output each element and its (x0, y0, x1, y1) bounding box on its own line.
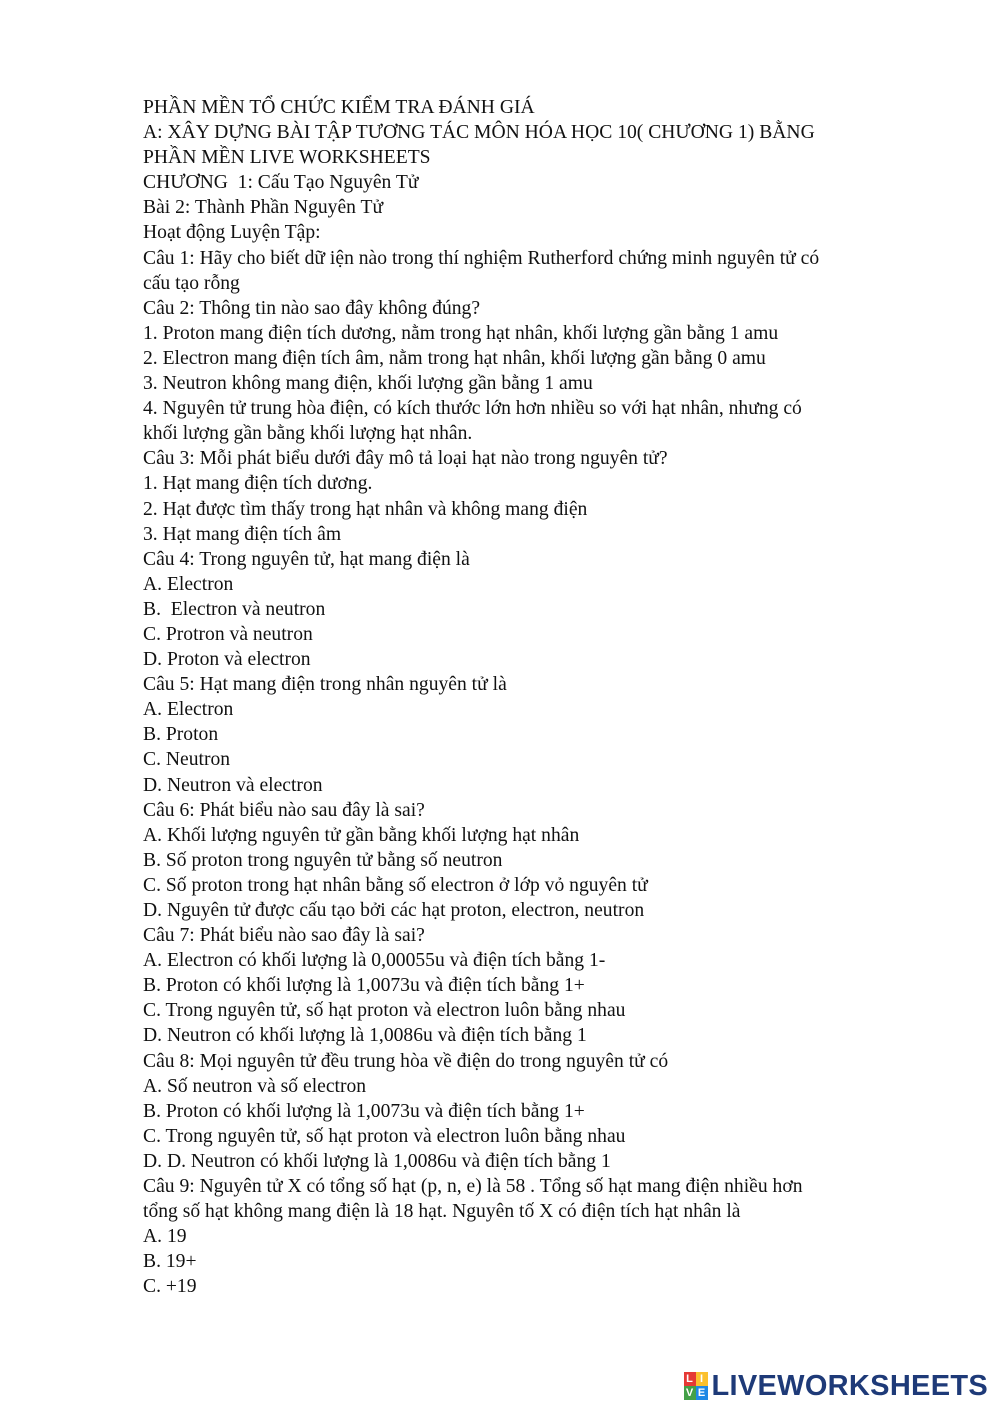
text-line: Câu 5: Hạt mang điện trong nhân nguyên tử là (143, 674, 507, 696)
text-line: D. D. Neutron có khối lượng là 1,0086u và điện tích bằng 1 (143, 1150, 611, 1172)
logo-mark-cell: E (696, 1386, 708, 1400)
text-line: C. Protron và neutron (143, 623, 313, 645)
text-line: 1. Hạt mang điện tích dương. (143, 473, 373, 495)
text-line: D. Nguyên tử được cấu tạo bởi các hạt proton, electron, neutron (143, 900, 645, 921)
text-line: A. 19 (143, 1226, 187, 1248)
text-line: Bài 2: Thành Phần Nguyên Tử (143, 197, 384, 219)
text-line: Hoạt động Luyện Tập: (143, 222, 321, 244)
logo-mark-cell: V (684, 1386, 696, 1400)
text-line: khối lượng gần bằng khối lượng hạt nhân. (143, 423, 473, 445)
text-line: Câu 7: Phát biểu nào sao đây là sai? (143, 925, 425, 947)
text-line: B. Số proton trong nguyên tử bằng số neutron (143, 849, 503, 871)
text-line: C. Số proton trong hạt nhân bằng số electron ở lớp vỏ nguyên tử (143, 874, 648, 896)
text-line: B. Electron và neutron (143, 598, 326, 620)
text-line: Câu 3: Mỗi phát biểu dưới đây mô tả loại hạt nào trong nguyên tử? (143, 448, 668, 470)
text-line: 3. Hạt mang điện tích âm (143, 523, 342, 545)
text-line: cấu tạo rỗng (143, 272, 240, 294)
text-line: Câu 1: Hãy cho biết dữ iện nào trong thí nghiệm Rutherford chứng minh nguyên tử có (143, 247, 820, 269)
logo-mark-cell: L (684, 1372, 696, 1386)
text-line: 4. Nguyên tử trung hòa điện, có kích thước lớn hơn nhiều so với hạt nhân, nhưng có (143, 398, 802, 420)
text-line: Câu 6: Phát biểu nào sau đây là sai? (143, 799, 425, 821)
text-line: C. Neutron (143, 749, 231, 771)
text-line: C. Trong nguyên tử, số hạt proton và electron luôn bằng nhau (143, 1000, 626, 1022)
text-line: 2. Electron mang điện tích âm, nằm trong hạt nhân, khối lượng gần bằng 0 amu (143, 347, 766, 369)
worksheet-text (143, 95, 913, 1300)
text-line: B. Proton (143, 724, 219, 746)
text-line: 1. Proton mang điện tích dương, nằm trong hạt nhân, khối lượng gần bằng 1 amu (143, 322, 779, 344)
text-line: PHẦN MỀN TỔ CHỨC KIỂM TRA ĐÁNH GIÁ (143, 97, 535, 118)
liveworksheets-logo (684, 1368, 989, 1404)
text-line: D. Proton và electron (143, 649, 311, 671)
text-line: Câu 9: Nguyên tử X có tổng số hạt (p, n, e) là 58 . Tổng số hạt mang điện nhiều hơn (143, 1176, 803, 1198)
text-line: B. 19+ (143, 1251, 197, 1273)
text-line: D. Neutron và electron (143, 774, 323, 796)
text-line: B. Proton có khối lượng là 1,0073u và điện tích bằng 1+ (143, 975, 585, 997)
text-line: C. Trong nguyên tử, số hạt proton và electron luôn bằng nhau (143, 1125, 626, 1147)
liveworksheets-logo-icon (684, 1372, 708, 1400)
text-line: Câu 4: Trong nguyên tử, hạt mang điện là (143, 548, 470, 570)
text-line: A. Số neutron và số electron (143, 1075, 367, 1097)
text-line: CHƯƠNG 1: Cấu Tạo Nguyên Tử (143, 172, 419, 194)
text-line: 3. Neutron không mang điện, khối lượng gần bằng 1 amu (143, 373, 593, 395)
text-line: A. Khối lượng nguyên tử gần bằng khối lượng hạt nhân (143, 824, 580, 846)
text-line: tổng số hạt không mang điện là 18 hạt. Nguyên tố X có điện tích hạt nhân là (143, 1201, 741, 1223)
logo-mark-cell: I (696, 1372, 708, 1386)
text-line: A. Electron có khối lượng là 0,00055u và điện tích bằng 1- (143, 950, 606, 972)
logo-text: LIVEWORKSHEETS (711, 1369, 988, 1402)
text-line: B. Proton có khối lượng là 1,0073u và điện tích bằng 1+ (143, 1100, 585, 1122)
text-line: D. Neutron có khối lượng là 1,0086u và điện tích bằng 1 (143, 1025, 587, 1047)
text-line: A. Electron (143, 699, 234, 721)
text-line: 2. Hạt được tìm thấy trong hạt nhân và không mang điện (143, 498, 588, 520)
text-line: Câu 2: Thông tin nào sao đây không đúng? (143, 297, 481, 319)
text-line: PHẦN MỀN LIVE WORKSHEETS (143, 147, 431, 169)
text-line: Câu 8: Mọi nguyên tử đều trung hòa về điện do trong nguyên tử có (143, 1050, 669, 1072)
text-line: C. +19 (143, 1276, 197, 1298)
text-line: A: XÂY DỰNG BÀI TẬP TƯƠNG TÁC MÔN HÓA HỌC 10( CHƯƠNG 1) BẰNG (143, 122, 815, 144)
text-line: A. Electron (143, 573, 234, 595)
